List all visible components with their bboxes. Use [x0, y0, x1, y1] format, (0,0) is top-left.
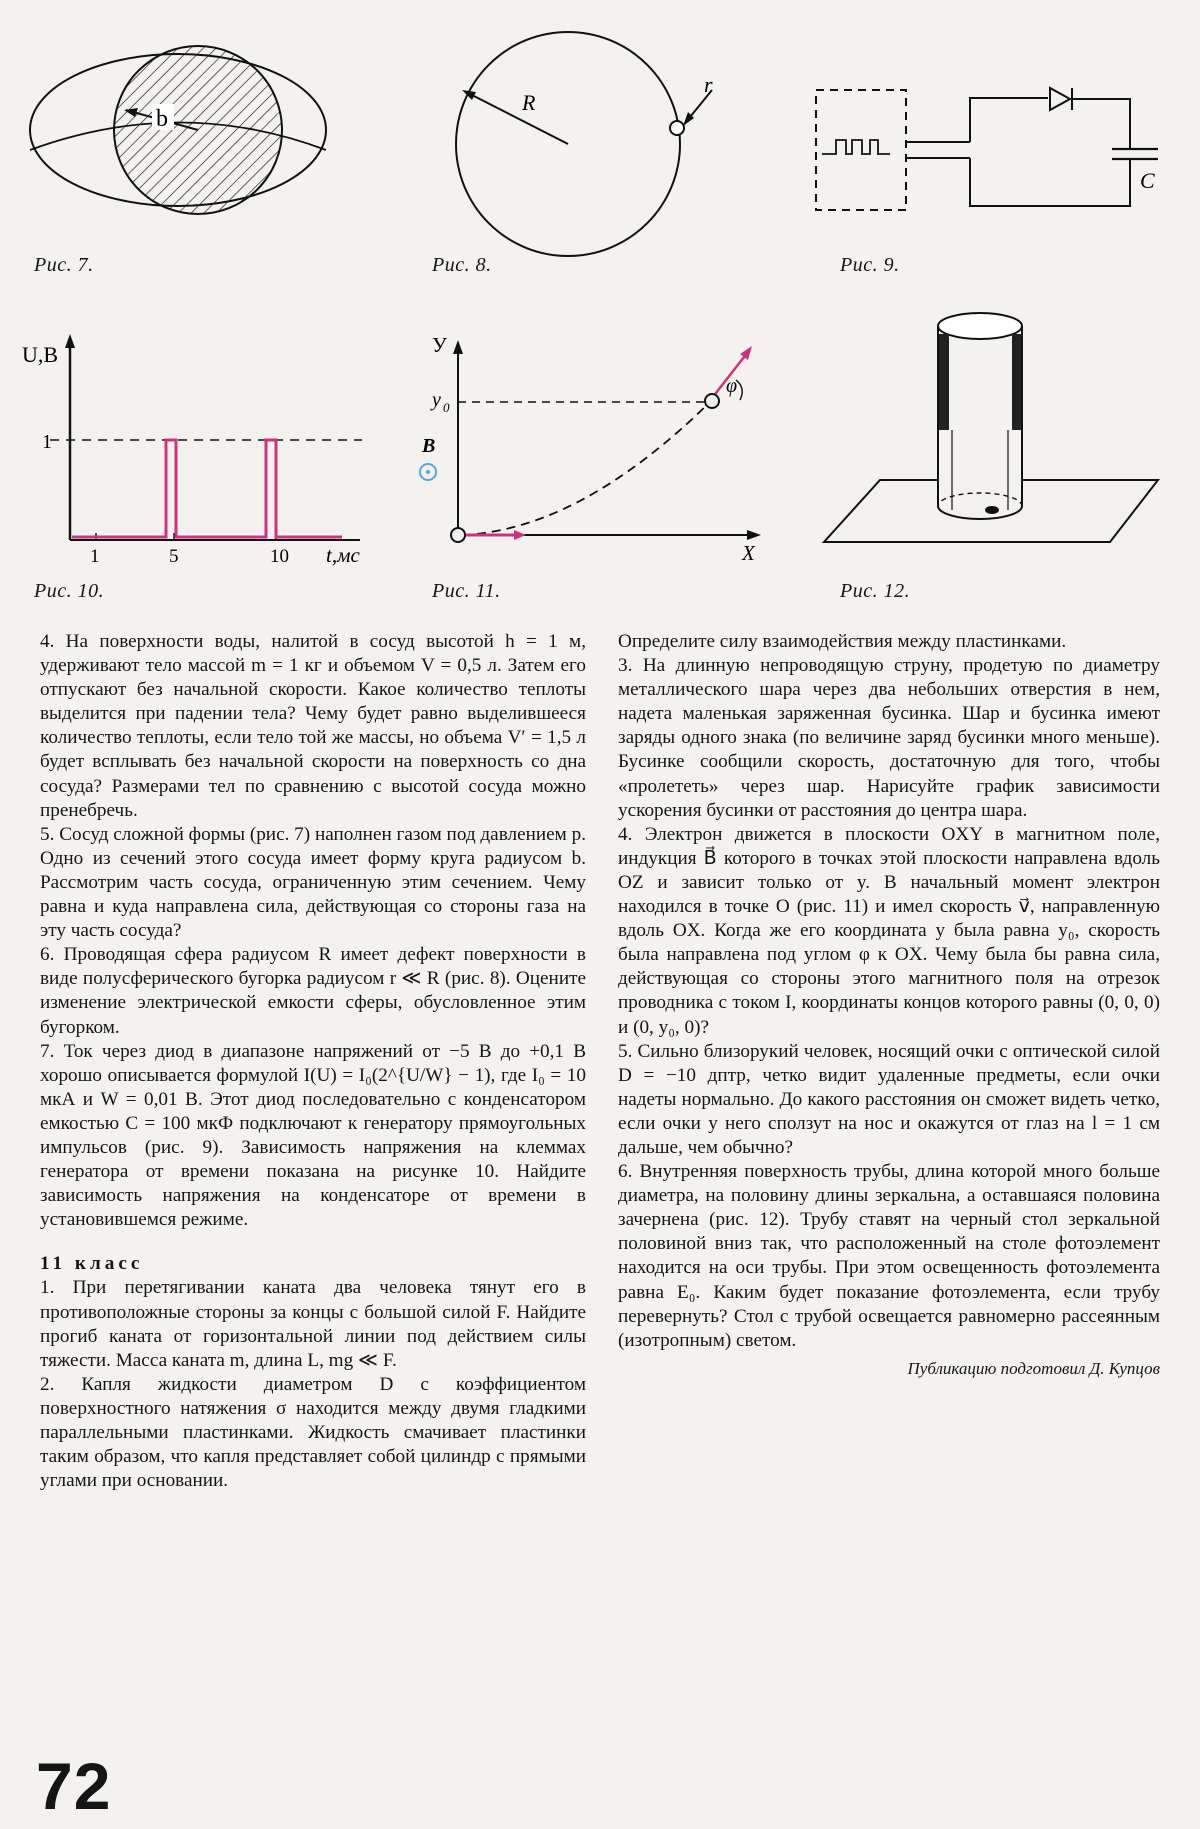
- credit-line: Публикацию подготовил Д. Купцов: [907, 1358, 1160, 1378]
- problem-10-6: 6. Проводящая сфера радиусом R имеет дефект поверхности в виде полусферического бугорка радиусом r ≪ R (рис. 8). Оцените изменение электрической емкости сферы, обусловленное этим бугорком.: [40, 944, 586, 1038]
- fig10-x-tick-1: 1: [90, 546, 100, 567]
- problem-11-1: 1. При перетягивании каната два человека тянут его в противоположные стороны за концы с большой силой F. Найдите прогиб каната от горизонтальной линии под действием силы тяжести. Масса каната m, длина L, mg ≪ F.: [40, 1277, 586, 1371]
- right-column: [618, 630, 1160, 1381]
- problem-11-5: 5. Сильно близорукий человек, носящий очки с оптической силой D = −10 дптр, четко видит удаленные предметы, если очки надеты нормально. До какого расстояния он сможет видеть четко, если очки у него сползут на нос и окажутся от глаз на l = 1 см дальше, чем обычно?: [618, 1040, 1160, 1158]
- fig10-x-label: t,мс: [326, 543, 360, 567]
- figure-10: [20, 330, 390, 570]
- problem-11-2-cont: Определите силу взаимодействия между пластинками.: [618, 631, 1067, 652]
- fig10-y-label: U,B: [22, 342, 59, 367]
- caption-fig8: Рис. 8.: [432, 254, 492, 276]
- figure-12: [810, 310, 1180, 560]
- fig10-x-tick-10: 10: [270, 546, 289, 567]
- caption-fig12: Рис. 12.: [840, 580, 911, 602]
- figure-11: [410, 330, 780, 570]
- caption-fig11: Рис. 11.: [432, 580, 501, 602]
- figure-8: [440, 30, 713, 260]
- problem-11-4: 4. Электрон движется в плоскости OXY в магнитном поле, индукция B⃗ которого в точках этой плоскости направлена вдоль OZ и зависит только от y. В начальный момент электрон находился в точке O (рис. 11) и имел скорость v⃗, направленную вдоль OX. Когда же его координата y была равна y₀, скорость была направлена под углом φ к OX. Чему была бы равна сила, действующая со стороны этого магнитного поля на отрезок проводника с током I, координаты концов которого равны (0, 0, 0) и (0, y₀, 0)?: [618, 823, 1160, 1038]
- left-column: [40, 630, 586, 1493]
- fig11-B-label: B: [422, 435, 436, 457]
- figure-7: [20, 40, 340, 230]
- fig8-label-R: R: [522, 90, 536, 115]
- problem-10-5: 5. Сосуд сложной формы (рис. 7) наполнен газом под давлением p. Одно из сечений этого сосуда имеет форму круга радиусом b. Рассмотрим часть сосуда, ограниченную этим сечением. Чему равна и куда направлена сила, действующая со стороны газа на эту часть сосуда?: [40, 823, 586, 942]
- problem-10-7: 7. Ток через диод в диапазоне напряжений от −5 В до +0,1 В хорошо описывается формулой I(U) = I₀(2^{U/W} − 1), где I₀ = 10 мкА и W = 0,01 В. Этот диод последовательно с конденсатором емкостью C = 100 мкФ подключают к генератору прямоугольных импульсов (рис. 9). Зависимость напряжения на клеммах генератора от времени показана на рисунке 10. Найдите зависимость напряжения на конденсаторе от времени в установившемся режиме.: [40, 1040, 586, 1231]
- problem-11-2: 2. Капля жидкости диаметром D с коэффициентом поверхностного натяжения σ находится между двумя гладкими параллельными пластинками. Жидкость смачивает пластинки таким образом, что капля представляет собой цилиндр с прямыми углами при основании.: [40, 1373, 586, 1492]
- fig11-phi-label: φ: [726, 375, 738, 397]
- fig11-x-label: X: [742, 541, 755, 565]
- caption-fig9: Рис. 9.: [840, 254, 900, 276]
- fig11-y-label: У: [432, 333, 447, 357]
- fig8-label-r: r: [704, 72, 713, 97]
- problem-10-4: 4. На поверхности воды, налитой в сосуд высотой h = 1 м, удерживают тело массой m = 1 кг и объемом V = 0,5 л. Затем его отпускают без начальной скорости. Какое количество теплоты выделится при падении тела? Чему будет равно выделившееся количество теплоты, если тело той же массы, но объема V′ = 1,5 л будет всплывать без начальной скорости на поверхность со дна сосуда? Размерами тел по сравнению с высотой сосуда можно пренебречь.: [40, 631, 586, 821]
- fig11-y0-sub: 0: [443, 400, 450, 415]
- figure-9: [800, 70, 1180, 220]
- caption-fig10: Рис. 10.: [34, 580, 105, 602]
- section-title-11: 11 класс: [40, 1253, 144, 1275]
- fig7-label-b: b: [156, 106, 168, 132]
- caption-fig7: Рис. 7.: [34, 254, 94, 276]
- problem-11-6: 6. Внутренняя поверхность трубы, длина которой много больше диаметра, на половину длины зеркальна, а оставшаяся половина зачернена (рис. 12). Трубу ставят на черный стол зеркальной половиной вниз так, что расположенный на столе фотоэлемент находится на оси трубы. При этом освещенность фотоэлемента равна E₀. Каким будет показание фотоэлемента, если трубу перевернуть? Стол с трубой освещается равномерно рассеянным (изотропным) светом.: [618, 1161, 1160, 1351]
- page-number: 72: [36, 1749, 112, 1823]
- problem-11-3: 3. На длинную непроводящую струну, продетую по диаметру металлического шара через два небольших отверстия в нем, надета маленькая заряженная бусинка. Шар и бусинка имеют заряды одного знака (по величине заряд бусинки много меньше). Бусинке сообщили скорость, достаточную для того, чтобы «пролететь» через шар. Нарисуйте график зависимости ускорения бусинки от расстояния до центра шара.: [618, 655, 1160, 821]
- fig10-x-tick-5: 5: [169, 546, 179, 567]
- fig10-y-tick: 1: [42, 431, 52, 453]
- fig9-label-C: C: [1140, 168, 1155, 193]
- fig11-y0-label: y: [432, 389, 441, 411]
